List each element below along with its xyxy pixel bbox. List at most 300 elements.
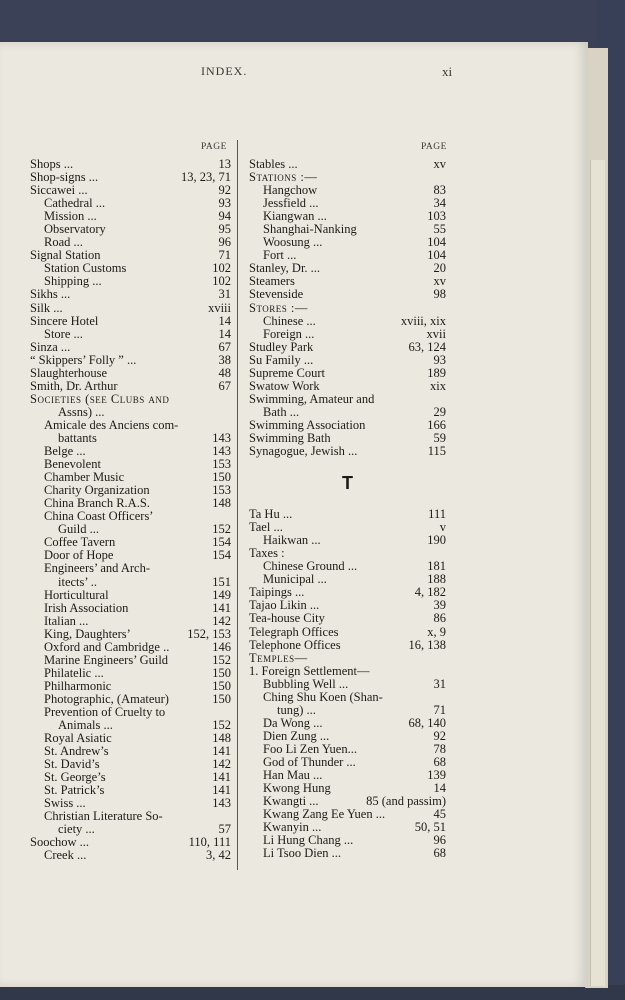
entry-page: 166 xyxy=(427,417,446,432)
index-entry xyxy=(30,341,231,354)
entry-page: 102 xyxy=(212,261,231,276)
entry-page: 38 xyxy=(218,352,231,367)
leader-dots xyxy=(348,678,433,691)
index-entry xyxy=(249,639,446,652)
entry-page: 141 xyxy=(212,744,231,759)
leader-dots xyxy=(374,393,446,406)
leader-dots xyxy=(383,691,446,704)
leader-dots xyxy=(308,652,446,665)
leader-dots xyxy=(319,599,433,612)
entry-term: Charity Organization xyxy=(44,483,150,498)
index-entry xyxy=(30,589,231,602)
leader-dots xyxy=(86,445,213,458)
entry-term: itects’ .. xyxy=(58,574,97,589)
index-entry xyxy=(249,730,446,743)
index-entry xyxy=(249,341,446,354)
entry-term: Li Tsoo Dien ... xyxy=(263,846,342,861)
entry-term: Philatelic ... xyxy=(44,665,104,680)
entry-term: Jessfield ... xyxy=(263,196,319,211)
entry-term: China Coast Officers’ xyxy=(44,509,154,524)
entry-term: Smith, Dr. Arthur xyxy=(30,378,118,393)
entry-term: Assns) ... xyxy=(58,404,105,419)
leader-dots xyxy=(70,288,218,301)
entry-page: 29 xyxy=(433,404,446,419)
entry-page: 153 xyxy=(212,457,231,472)
leader-dots xyxy=(128,602,212,615)
leader-dots xyxy=(313,341,408,354)
left-index-column xyxy=(30,158,231,863)
entry-page: 141 xyxy=(212,770,231,785)
entry-page: 16, 138 xyxy=(408,637,446,652)
entry-page: 83 xyxy=(433,183,446,198)
leader-dots xyxy=(298,158,434,171)
page-number: xi xyxy=(442,64,453,79)
entry-term: Shipping ... xyxy=(44,274,102,289)
entry-term: Cathedral ... xyxy=(44,196,106,211)
index-entry xyxy=(249,302,446,315)
entry-page: 104 xyxy=(427,235,446,250)
entry-term: Philharmonic xyxy=(44,678,112,693)
entry-page: 92 xyxy=(218,183,231,198)
leader-dots xyxy=(356,756,434,769)
entry-page: 31 xyxy=(433,676,446,691)
entry-page: xviii, xix xyxy=(400,313,446,328)
leader-dots xyxy=(321,534,428,547)
entry-term: Christian Literature So- xyxy=(44,809,163,824)
entry-page: 34 xyxy=(433,196,446,211)
entry-page: 141 xyxy=(212,600,231,615)
index-entry xyxy=(30,288,231,301)
leader-dots xyxy=(317,184,433,197)
entry-page: 59 xyxy=(433,430,446,445)
leader-dots xyxy=(299,406,433,419)
leader-dots xyxy=(320,262,433,275)
entry-term: St. David’s xyxy=(44,757,100,772)
leader-dots xyxy=(357,445,427,458)
entry-term: Swimming Association xyxy=(249,417,366,432)
entry-term: Steamers xyxy=(249,274,295,289)
leader-dots xyxy=(357,560,427,573)
entry-page: 141 xyxy=(212,783,231,798)
leader-dots xyxy=(109,745,213,758)
entry-term: St. Patrick’s xyxy=(44,783,105,798)
entry-term: Synagogue, Jewish ... xyxy=(249,444,358,459)
entry-page: 13 xyxy=(218,157,231,171)
entry-page: 139 xyxy=(427,768,446,783)
entry-term: God of Thunder ... xyxy=(263,754,356,769)
leader-dots xyxy=(314,328,426,341)
leader-dots xyxy=(169,393,231,406)
index-entry xyxy=(30,680,231,693)
entry-term: Swimming Bath xyxy=(249,430,331,445)
entry-page: 142 xyxy=(212,757,231,772)
index-entry xyxy=(30,602,231,615)
entry-term: Foo Li Zen Yuen... xyxy=(263,741,357,756)
index-entry xyxy=(30,615,231,628)
entry-page: 14 xyxy=(433,781,446,796)
leader-dots xyxy=(111,680,212,693)
entry-term: Photographic, (Amateur) xyxy=(44,691,169,706)
leader-dots xyxy=(322,769,427,782)
entry-term: Foreign ... xyxy=(263,326,315,341)
entry-term: Taipings ... xyxy=(249,585,305,600)
entry-page: 39 xyxy=(433,598,446,613)
leader-dots xyxy=(106,771,213,784)
entry-page: 102 xyxy=(212,274,231,289)
entry-term: Hangchow xyxy=(263,183,318,198)
entry-page: 150 xyxy=(212,678,231,693)
index-entry xyxy=(30,641,231,654)
entry-term: Swimming, Amateur and xyxy=(249,391,375,406)
entry-page: 96 xyxy=(218,235,231,250)
leader-dots xyxy=(100,758,213,771)
index-entry xyxy=(249,743,446,756)
entry-page: 71 xyxy=(218,248,231,263)
leader-dots xyxy=(168,654,212,667)
entry-term: Sikhs ... xyxy=(30,287,71,302)
index-entry xyxy=(249,678,446,691)
entry-term: Bath ... xyxy=(263,404,300,419)
entry-term: Tael ... xyxy=(249,520,283,535)
section-letter: T xyxy=(342,473,353,494)
entry-term: 1. Foreign Settlement— xyxy=(249,663,370,678)
entry-term: Woosung ... xyxy=(263,235,323,250)
entry-page: 48 xyxy=(218,365,231,380)
entry-term: Kwang Zang Ee Yuen ... xyxy=(263,807,386,822)
entry-page: 143 xyxy=(212,796,231,811)
leader-dots xyxy=(88,184,219,197)
entry-page: 14 xyxy=(218,326,231,341)
entry-page: 45 xyxy=(433,807,446,822)
entry-term: Italian ... xyxy=(44,613,89,628)
leader-dots xyxy=(292,508,428,521)
entry-term: Store ... xyxy=(44,326,83,341)
leader-dots xyxy=(316,315,401,328)
leader-dots xyxy=(323,717,409,730)
leader-dots xyxy=(316,704,434,717)
leader-dots xyxy=(105,197,218,210)
entry-term: Oxford and Cambridge .. xyxy=(44,639,170,654)
entry-page: 71 xyxy=(433,702,446,717)
entry-page: 95 xyxy=(218,222,231,237)
index-entry xyxy=(249,315,446,328)
index-entry xyxy=(249,393,446,406)
leader-dots xyxy=(327,573,427,586)
entry-page: 85 (and passim) xyxy=(366,794,446,809)
leader-dots xyxy=(150,497,212,510)
index-entry xyxy=(249,704,446,717)
index-entry xyxy=(30,328,231,341)
entry-page: 93 xyxy=(433,352,446,367)
entry-page: 86 xyxy=(433,611,446,626)
index-entry xyxy=(249,288,446,301)
entry-page: 154 xyxy=(212,548,231,563)
leader-dots xyxy=(118,380,219,393)
index-entry xyxy=(30,302,231,315)
entry-page: 150 xyxy=(212,691,231,706)
entry-term: Observatory xyxy=(44,222,106,237)
entry-page: 152 xyxy=(212,652,231,667)
entry-term: Chinese Ground ... xyxy=(263,559,358,574)
entry-term: Stations :— xyxy=(249,170,318,185)
leader-dots xyxy=(106,223,219,236)
index-entry xyxy=(249,367,446,380)
entry-page: xv xyxy=(433,157,446,171)
entry-term: ciety ... xyxy=(58,822,95,837)
entry-page: 142 xyxy=(212,613,231,628)
entry-term: “ Skippers’ Folly ” ... xyxy=(30,352,137,367)
index-entry xyxy=(249,847,446,860)
entry-term: Marine Engineers’ Guild xyxy=(44,652,169,667)
entry-term: Bubbling Well ... xyxy=(263,676,349,691)
entry-page: 181 xyxy=(427,559,446,574)
leader-dots xyxy=(322,236,427,249)
entry-page: 78 xyxy=(433,741,446,756)
index-entry xyxy=(249,328,446,341)
entry-page: xviii xyxy=(208,300,231,315)
entry-term: battants xyxy=(58,430,97,445)
entry-term: Tea-house City xyxy=(249,611,325,626)
leader-dots xyxy=(136,354,218,367)
index-entry xyxy=(30,393,231,406)
leader-dots xyxy=(86,849,206,862)
entry-page: 94 xyxy=(218,209,231,224)
leader-dots xyxy=(338,626,427,639)
leader-dots xyxy=(353,834,433,847)
entry-page: 4, 182 xyxy=(414,585,446,600)
entry-term: tung) ... xyxy=(277,702,316,717)
entry-term: Kwangti ... xyxy=(263,794,319,809)
leader-dots xyxy=(317,171,446,184)
leader-dots xyxy=(369,665,446,678)
index-entry xyxy=(249,445,446,458)
leader-dots xyxy=(97,432,212,445)
entry-term: Stables ... xyxy=(249,157,298,171)
entry-page: 104 xyxy=(427,248,446,263)
entry-page: 92 xyxy=(433,728,446,743)
entry-term: Societies (see Clubs and xyxy=(30,391,170,406)
entry-term: Shops ... xyxy=(30,157,74,171)
entry-page: 115 xyxy=(427,444,446,459)
leader-dots xyxy=(83,328,219,341)
leader-dots xyxy=(99,523,212,536)
entry-term: Mission ... xyxy=(44,209,97,224)
entry-term: Supreme Court xyxy=(249,365,326,380)
entry-page: 149 xyxy=(212,587,231,602)
entry-term: Municipal ... xyxy=(263,572,327,587)
leader-dots xyxy=(63,302,208,315)
entry-term: Telegraph Offices xyxy=(249,624,339,639)
index-entry xyxy=(249,691,446,704)
entry-term: Kiangwan ... xyxy=(263,209,327,224)
entry-page: 103 xyxy=(427,209,446,224)
entry-page: 151 xyxy=(212,574,231,589)
entry-term: Door of Hope xyxy=(44,548,114,563)
entry-page: 50, 51 xyxy=(414,820,446,835)
entry-term: Road ... xyxy=(44,235,83,250)
index-entry xyxy=(249,652,446,665)
entry-page: 152 xyxy=(212,718,231,733)
entry-term: King, Daughters’ xyxy=(44,626,131,641)
entry-page: 190 xyxy=(427,533,446,548)
entry-term: Guild ... xyxy=(58,522,99,537)
leader-dots xyxy=(341,847,433,860)
leader-dots xyxy=(89,836,189,849)
entry-term: Silk ... xyxy=(30,300,63,315)
entry-term: Belge ... xyxy=(44,444,86,459)
leader-dots xyxy=(357,743,434,756)
leader-dots xyxy=(295,275,434,288)
running-title: INDEX. xyxy=(201,64,248,78)
entry-term: Studley Park xyxy=(249,339,314,354)
entry-term: Temples— xyxy=(249,650,308,665)
leader-dots xyxy=(329,730,433,743)
entry-page: 14 xyxy=(218,313,231,328)
entry-page: 189 xyxy=(427,365,446,380)
entry-term: Da Wong ... xyxy=(263,715,323,730)
entry-term: Coffee Tavern xyxy=(44,535,116,550)
entry-page: 146 xyxy=(212,639,231,654)
entry-page: 93 xyxy=(218,196,231,211)
entry-term: Swiss ... xyxy=(44,796,86,811)
entry-term: Chinese ... xyxy=(263,313,316,328)
entry-page: 148 xyxy=(212,496,231,511)
leader-dots xyxy=(97,576,212,589)
index-entry xyxy=(30,849,231,862)
entry-term: Stevenside xyxy=(249,287,304,302)
index-entry xyxy=(249,406,446,419)
entry-page: 98 xyxy=(433,287,446,302)
leader-dots xyxy=(319,197,434,210)
leader-dots xyxy=(115,536,212,549)
leader-dots xyxy=(70,341,218,354)
index-entry xyxy=(249,612,446,625)
entry-term: Stores :— xyxy=(249,300,308,315)
book-cover-bottom xyxy=(0,985,625,1000)
index-entry xyxy=(30,315,231,328)
entry-page: 68, 140 xyxy=(408,715,446,730)
leader-dots xyxy=(313,354,433,367)
leader-dots xyxy=(320,380,430,393)
leader-dots xyxy=(104,784,212,797)
entry-term: Creek ... xyxy=(44,848,87,863)
leader-dots xyxy=(83,236,219,249)
entry-term: Taxes : xyxy=(249,546,285,561)
index-entry xyxy=(249,665,446,678)
index-entry xyxy=(30,576,231,589)
leader-dots xyxy=(303,288,433,301)
entry-term: Slaughterhouse xyxy=(30,365,108,380)
entry-term: Ta Hu ... xyxy=(249,507,293,522)
entry-term: Irish Association xyxy=(44,600,129,615)
book-cover-top xyxy=(0,0,625,40)
index-entry xyxy=(30,354,231,367)
leader-dots xyxy=(308,302,446,315)
entry-page: 150 xyxy=(212,470,231,485)
entry-page: 57 xyxy=(218,822,231,837)
leader-dots xyxy=(109,589,213,602)
entry-term: Tajao Likin ... xyxy=(249,598,320,613)
entry-term: Telephone Offices xyxy=(249,637,341,652)
entry-page: 31 xyxy=(218,287,231,302)
entry-term: Sinza ... xyxy=(30,339,71,354)
entry-term: Station Customs xyxy=(44,261,127,276)
entry-term: Horticultural xyxy=(44,587,109,602)
column-divider xyxy=(237,140,238,870)
entry-term: Royal Asiatic xyxy=(44,731,112,746)
leader-dots xyxy=(88,615,212,628)
entry-term: Animals ... xyxy=(58,718,113,733)
index-entry xyxy=(249,717,446,730)
leader-dots xyxy=(98,315,218,328)
entry-term: Chamber Music xyxy=(44,470,125,485)
entry-page: 68 xyxy=(433,754,446,769)
entry-page: xvii xyxy=(426,326,446,341)
entry-term: Shop-signs ... xyxy=(30,170,99,185)
entry-term: Swatow Work xyxy=(249,378,320,393)
entry-term: Engineers’ and Arch- xyxy=(44,561,150,576)
right-index-column xyxy=(249,158,446,860)
entry-page: 188 xyxy=(427,572,446,587)
leader-dots xyxy=(365,419,427,432)
leader-dots xyxy=(357,223,434,236)
page-edges-inner xyxy=(590,160,605,986)
entry-term: Fort ... xyxy=(263,248,297,263)
leader-dots xyxy=(325,612,434,625)
index-entry xyxy=(249,354,446,367)
entry-term: Sincere Hotel xyxy=(30,313,99,328)
entry-term: Dien Zung ... xyxy=(263,728,330,743)
entry-term: Amicale des Anciens com- xyxy=(44,417,179,432)
leader-dots xyxy=(150,562,231,575)
entry-term: St. George’s xyxy=(44,770,106,785)
entry-page: 67 xyxy=(218,339,231,354)
entry-page: 152, 153 xyxy=(187,626,231,641)
entry-page: 67 xyxy=(218,378,231,393)
index-entry xyxy=(30,693,231,706)
entry-term: Benevolent xyxy=(44,457,101,472)
leader-dots xyxy=(97,210,219,223)
entry-term: Ching Shu Koen (Shan- xyxy=(263,689,383,704)
entry-page: x, 9 xyxy=(427,624,446,639)
entry-page: 63, 124 xyxy=(408,339,446,354)
entry-page: 55 xyxy=(433,222,446,237)
entry-term: Signal Station xyxy=(30,248,101,263)
index-entry xyxy=(249,380,446,393)
entry-page: 150 xyxy=(212,665,231,680)
leader-dots xyxy=(104,667,213,680)
entry-page: 110, 111 xyxy=(188,835,231,850)
index-entry xyxy=(30,380,231,393)
entry-page: v xyxy=(439,520,446,535)
entry-page: 13, 23, 71 xyxy=(181,170,231,185)
index-entry xyxy=(30,406,231,419)
leader-dots xyxy=(131,628,187,641)
leader-dots xyxy=(169,641,212,654)
leader-dots xyxy=(126,262,212,275)
entry-page: 153 xyxy=(212,483,231,498)
entry-page: 3, 42 xyxy=(206,848,231,863)
leader-dots xyxy=(113,719,212,732)
entry-page: xix xyxy=(430,378,446,393)
entry-page: 68 xyxy=(433,846,446,861)
leader-dots xyxy=(304,586,414,599)
entry-term: Haikwan ... xyxy=(263,533,321,548)
entry-term: Shanghai-Nanking xyxy=(263,222,357,237)
entry-page: 143 xyxy=(212,444,231,459)
entry-term: Han Mau ... xyxy=(263,768,323,783)
entry-term: Soochow ... xyxy=(30,835,90,850)
